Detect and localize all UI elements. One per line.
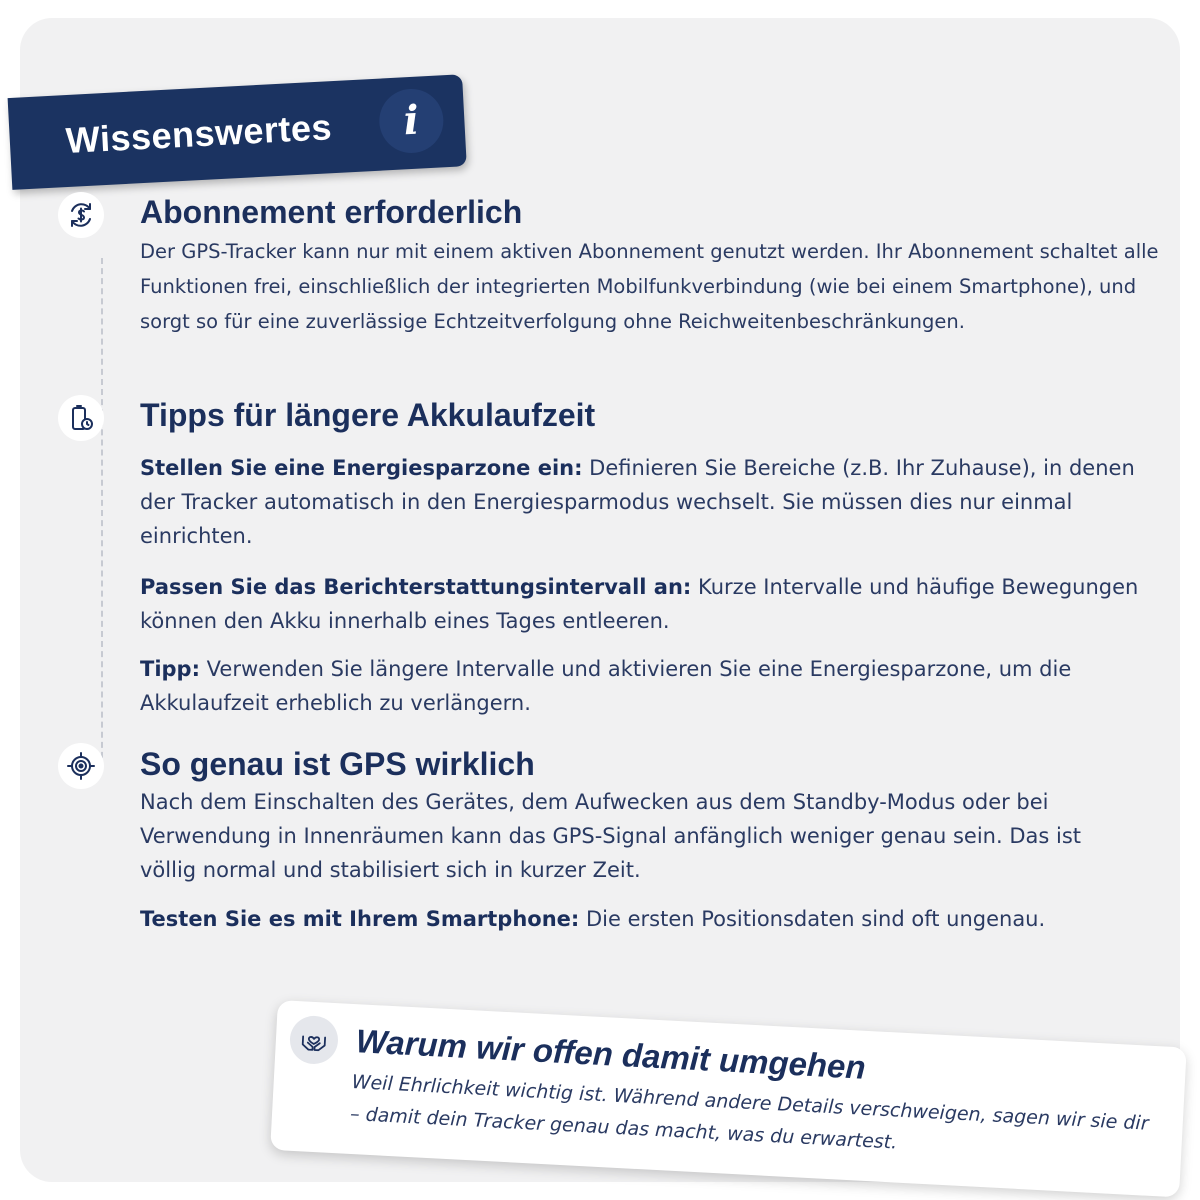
banner-title: Wissenswertes <box>64 106 333 162</box>
section-title: Abonnement erforderlich <box>140 194 523 230</box>
section-text: Der GPS-Tracker kann nur mit einem aktiven Abonnement genutzt werden. Ihr Abonnement schaltet alle Funktionen frei, einschließlich der integrierten Mobilfunkverbindung (wie bei einem Smartphone), und sorgt so für eine zuverlässige Echtzeitverfolgung ohne Reichweitenbeschränkungen. <box>140 240 1159 333</box>
header-banner <box>8 74 467 190</box>
tip-text: Definieren Sie Bereiche (z.B. Ihr Zuhause), in denen der Tracker automatisch in den Energiesparmodus wechselt. Sie müssen dies nur einmal einrichten. <box>140 456 1135 548</box>
tip-paragraph <box>140 898 1100 940</box>
info-icon <box>378 87 445 154</box>
tip-text: Die ersten Positionsdaten sind oft ungenau. <box>579 907 1046 931</box>
tip-paragraph <box>140 570 1160 638</box>
section-title: So genau ist GPS wirklich <box>140 746 535 782</box>
tip-label: Stellen Sie eine Energiesparzone ein: <box>140 456 583 480</box>
dollar-cycle-icon <box>58 192 104 238</box>
section-title: Tipps für längere Akkulaufzeit <box>140 397 596 433</box>
tip-paragraph <box>140 652 1160 720</box>
tip-label: Tipp: <box>140 657 200 681</box>
info-glyph: i <box>402 96 421 145</box>
tip-paragraph <box>140 451 1160 553</box>
tip-text: Verwenden Sie längere Intervalle und aktivieren Sie eine Energiesparzone, um die Akkulaufzeit erheblich zu verlängern. <box>140 657 1072 715</box>
target-icon <box>58 743 104 789</box>
tip-text: Kurze Intervalle und häufige Bewegungen können den Akku innerhalb eines Tages entleeren. <box>140 575 1139 633</box>
tip-label: Passen Sie das Berichterstattungsintervall an: <box>140 575 692 599</box>
section-text: Nach dem Einschalten des Gerätes, dem Aufwecken aus dem Standby-Modus oder bei Verwendung in Innenräumen kann das GPS-Signal anfänglich weniger genau sein. Das ist völlig normal und stabilisiert sich in kurzer Zeit. <box>140 790 1081 882</box>
tip-label: Testen Sie es mit Ihrem Smartphone: <box>140 907 580 931</box>
heart-hands-icon <box>289 1015 339 1065</box>
timeline-line <box>101 258 103 768</box>
note-title: Warum wir offen damit umgehen <box>355 1022 867 1086</box>
note-text: Weil Ehrlichkeit wichtig ist. Während andere Details verschweigen, sagen wir sie dir – damit dein Tracker genau das macht, was du erwartest. <box>349 1070 1150 1154</box>
battery-clock-icon <box>58 395 104 441</box>
info-card <box>20 18 1180 1182</box>
